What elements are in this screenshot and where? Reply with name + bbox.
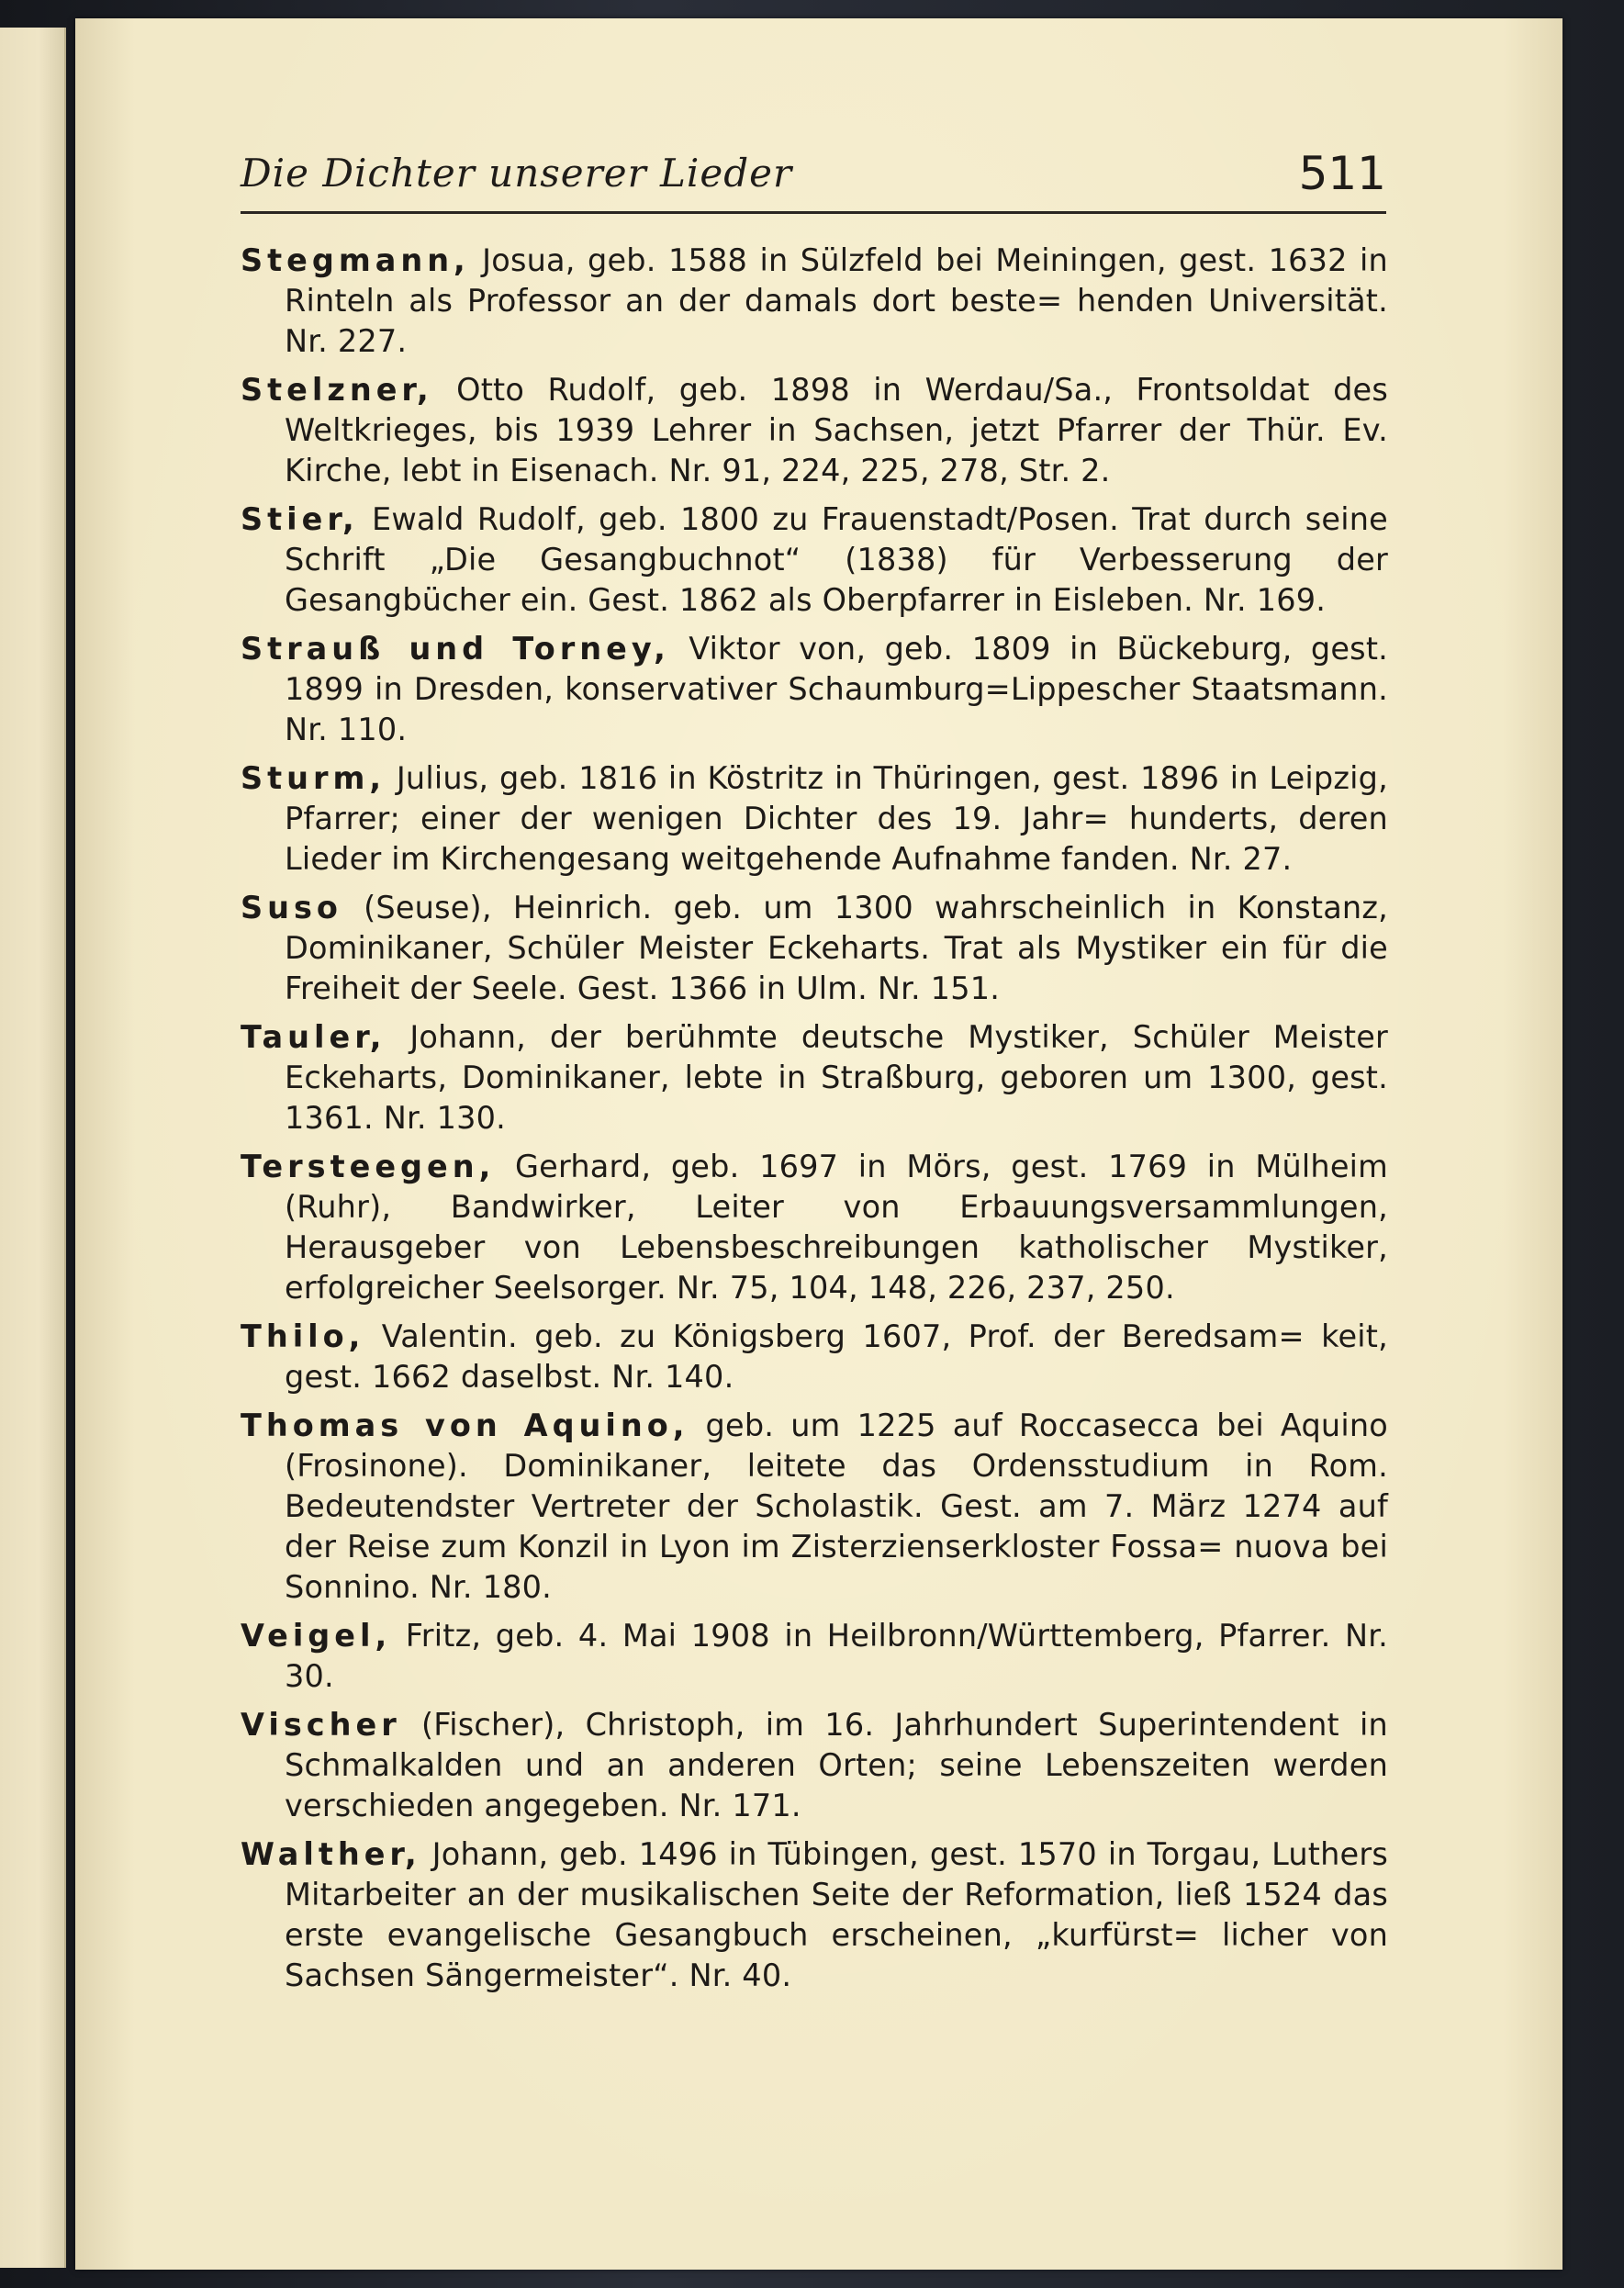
- entry-name: Stelzner,: [241, 372, 433, 408]
- entry-text: Julius, geb. 1816 in Köstritz in Thüringen, gest. 1896 in Leipzig, Pfarrer; einer der wenigen Dichter des 19. Jahr= hunderts, deren Lieder im Kirchengesang weitgehende Aufnahme fanden. Nr. 27.: [285, 760, 1388, 877]
- entry-text: (Fischer), Christoph, im 16. Jahrhundert Superintendent in Schmalkalden und an anderen Orten; seine Lebenszeiten werden verschieden angegeben. Nr. 171.: [285, 1707, 1388, 1823]
- entry-name: Vischer: [241, 1707, 401, 1743]
- entry-text: Gerhard, geb. 1697 in Mörs, gest. 1769 in Mülheim (Ruhr), Bandwirker, Leiter von Erbauungsversammlungen, Herausgeber von Lebensbeschreibungen katholischer Mystiker, erfolgreicher Seelsorger. Nr. 75, 104, 148, 226, 237, 250.: [285, 1149, 1388, 1306]
- running-title: Die Dichter unserer Lieder: [241, 151, 793, 196]
- entry-text: (Seuse), Heinrich. geb. um 1300 wahrscheinlich in Konstanz, Dominikaner, Schüler Meister Eckeharts. Trat als Mystiker ein für die Freiheit der Seele. Gest. 1366 in Ulm. Nr. 151.: [285, 890, 1388, 1006]
- entry-name: Thomas von Aquino,: [241, 1408, 689, 1443]
- entry-text: Johann, geb. 1496 in Tübingen, gest. 1570 in Torgau, Luthers Mitarbeiter an der musikalischen Seite der Reformation, ließ 1524 das erste evangelische Gesangbuch erscheinen, „kurfürst= licher von Sachsen Sängermeister“. Nr. 40.: [285, 1836, 1388, 1993]
- entry-stegmann: [241, 241, 1388, 362]
- entry-vischer: [241, 1705, 1388, 1826]
- entry-thomas-von-aquino: [241, 1406, 1388, 1608]
- entry-name: Strauß und Torney,: [241, 631, 670, 667]
- previous-page-edge: [0, 28, 66, 2268]
- entry-name: Walther,: [241, 1836, 421, 1872]
- entry-name: Veigel,: [241, 1618, 392, 1654]
- entry-text: Johann, der berühmte deutsche Mystiker, Schüler Meister Eckeharts, Dominikaner, lebte in Straßburg, geboren um 1300, gest. 1361. Nr. 130.: [285, 1019, 1388, 1136]
- entry-text: Ewald Rudolf, geb. 1800 zu Frauenstadt/Posen. Trat durch seine Schrift „Die Gesangbuchnot“ (1838) für Verbesserung der Gesangbücher ein. Gest. 1862 als Oberpfarrer in Eisleben. Nr. 169.: [285, 501, 1388, 618]
- entry-tauler: [241, 1017, 1388, 1138]
- entry-name: Sturm,: [241, 760, 386, 796]
- entry-name: Stegmann,: [241, 242, 470, 278]
- entry-text: Josua, geb. 1588 in Sülzfeld bei Meiningen, gest. 1632 in Rinteln als Professor an der damals dort beste= henden Universität. Nr. 227.: [285, 242, 1388, 359]
- entry-name: Tersteegen,: [241, 1149, 496, 1184]
- entry-walther: [241, 1834, 1388, 1996]
- entry-strauss-und-torney: [241, 629, 1388, 750]
- entry-text: Valentin. geb. zu Königsberg 1607, Prof. der Beredsam= keit, gest. 1662 daselbst. Nr. 140.: [285, 1318, 1388, 1395]
- entry-name: Suso: [241, 890, 342, 925]
- entry-stelzner: [241, 370, 1388, 491]
- entry-tersteegen: [241, 1147, 1388, 1308]
- page-number: 511: [1298, 147, 1386, 200]
- entry-text: geb. um 1225 auf Roccasecca bei Aquino (Frosinone). Dominikaner, leitete das Ordensstudium in Rom. Bedeutendster Vertreter der Scholastik. Gest. am 7. März 1274 auf der Reise zum Konzil in Lyon im Zisterzienserkloster Fossa= nuova bei Sonnino. Nr. 180.: [285, 1408, 1388, 1605]
- entry-text: Otto Rudolf, geb. 1898 in Werdau/Sa., Frontsoldat des Weltkrieges, bis 1939 Lehrer in Sachsen, jetzt Pfarrer der Thür. Ev. Kirche, lebt in Eisenach. Nr. 91, 224, 225, 278, Str. 2.: [285, 372, 1388, 488]
- entry-stier: [241, 499, 1388, 621]
- entry-name: Thilo,: [241, 1318, 365, 1354]
- entry-name: Stier,: [241, 501, 359, 537]
- entry-name: Tauler,: [241, 1019, 386, 1055]
- entry-veigel: [241, 1616, 1388, 1697]
- entry-text: Viktor von, geb. 1809 in Bückeburg, gest. 1899 in Dresden, konservativer Schaumburg=Lippescher Staatsmann. Nr. 110.: [285, 631, 1388, 747]
- page-header: [241, 147, 1386, 214]
- entry-text: Fritz, geb. 4. Mai 1908 in Heilbronn/Württemberg, Pfarrer. Nr. 30.: [285, 1618, 1388, 1694]
- entry-suso: [241, 888, 1388, 1009]
- entry-sturm: [241, 758, 1388, 880]
- biography-list: [241, 241, 1388, 2004]
- entry-thilo: [241, 1317, 1388, 1397]
